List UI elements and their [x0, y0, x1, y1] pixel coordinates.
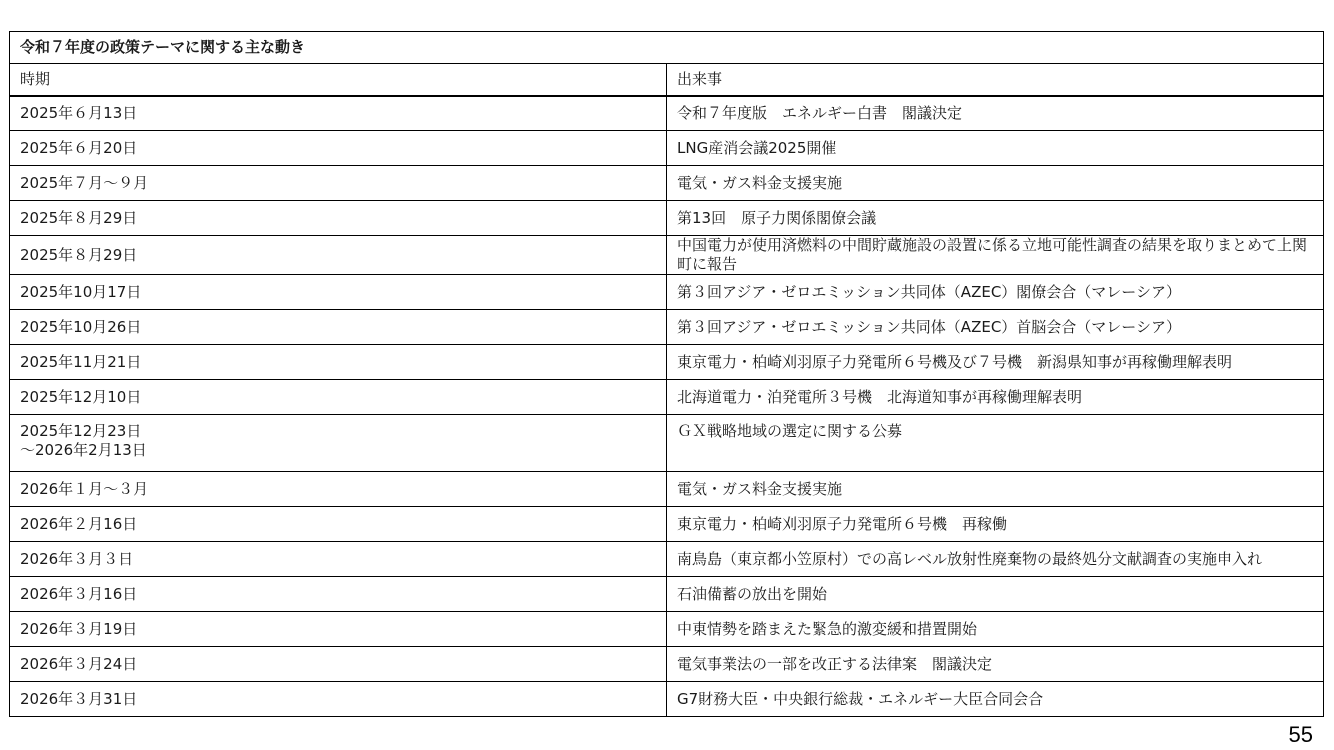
header-event: 出来事 [667, 64, 1324, 96]
row-event: 第３回アジア・ゼロエミッション共同体（AZEC）首脳会合（マレーシア） [667, 310, 1324, 345]
table-row [10, 236, 1324, 275]
row-event: 中国電力が使用済燃料の中間貯蔵施設の設置に係る立地可能性調査の結果を取りまとめて上関町に報告 [667, 236, 1324, 275]
row-date: 2025年７月～９月 [10, 166, 667, 201]
row-date: 2025年８月29日 [10, 201, 667, 236]
row-event: G7財務大臣・中央銀行総裁・エネルギー大臣合同会合 [667, 682, 1324, 717]
row-event: 第３回アジア・ゼロエミッション共同体（AZEC）閣僚会合（マレーシア） [667, 275, 1324, 310]
table-row [10, 612, 1324, 647]
table-row [10, 310, 1324, 345]
row-event: 電気・ガス料金支援実施 [667, 472, 1324, 507]
row-event: 電気事業法の一部を改正する法律案 閣議決定 [667, 647, 1324, 682]
table-title: 令和７年度の政策テーマに関する主な動き [10, 32, 1324, 64]
row-date: 2026年３月31日 [10, 682, 667, 717]
row-date: 2026年３月３日 [10, 542, 667, 577]
table-row [10, 507, 1324, 542]
row-event: ＧＸ戦略地域の選定に関する公募 [667, 415, 1324, 472]
row-event: 南鳥島（東京都小笠原村）での高レベル放射性廃棄物の最終処分文献調査の実施申入れ [667, 542, 1324, 577]
row-date: 2026年３月16日 [10, 577, 667, 612]
row-date: 2025年６月13日 [10, 96, 667, 131]
row-date: 2025年11月21日 [10, 345, 667, 380]
table-row [10, 682, 1324, 717]
table-row [10, 345, 1324, 380]
table-row [10, 131, 1324, 166]
table-row [10, 166, 1324, 201]
row-date: 2025年10月17日 [10, 275, 667, 310]
table-row [10, 415, 1324, 472]
row-date: 2025年６月20日 [10, 131, 667, 166]
row-date: 2026年１月～３月 [10, 472, 667, 507]
table-row [10, 542, 1324, 577]
table-row [10, 647, 1324, 682]
row-date: 2025年12月10日 [10, 380, 667, 415]
table-title-row [10, 32, 1324, 64]
row-date: 2025年10月26日 [10, 310, 667, 345]
table-row [10, 275, 1324, 310]
row-event: 第13回 原子力関係閣僚会議 [667, 201, 1324, 236]
row-date: 2026年３月24日 [10, 647, 667, 682]
row-date: 2025年12月23日 ～2026年2月13日 [10, 415, 667, 472]
row-event: 北海道電力・泊発電所３号機 北海道知事が再稼働理解表明 [667, 380, 1324, 415]
row-date: 2026年２月16日 [10, 507, 667, 542]
row-event: 令和７年度版 エネルギー白書 閣議決定 [667, 96, 1324, 131]
table-row [10, 577, 1324, 612]
table-header-row [10, 64, 1324, 96]
table-row [10, 380, 1324, 415]
row-event: 東京電力・柏崎刈羽原子力発電所６号機及び７号機 新潟県知事が再稼働理解表明 [667, 345, 1324, 380]
table-row [10, 201, 1324, 236]
row-date: 2025年８月29日 [10, 236, 667, 275]
row-event: 東京電力・柏崎刈羽原子力発電所６号機 再稼働 [667, 507, 1324, 542]
table-row [10, 96, 1324, 131]
row-event: 中東情勢を踏まえた緊急的激変緩和措置開始 [667, 612, 1324, 647]
row-event: 石油備蓄の放出を開始 [667, 577, 1324, 612]
row-event: 電気・ガス料金支援実施 [667, 166, 1324, 201]
row-event: LNG産消会議2025開催 [667, 131, 1324, 166]
page-number: 55 [1288, 722, 1313, 747]
table-row [10, 472, 1324, 507]
policy-events-table [9, 31, 1324, 717]
row-date: 2026年３月19日 [10, 612, 667, 647]
header-date: 時期 [10, 64, 667, 96]
